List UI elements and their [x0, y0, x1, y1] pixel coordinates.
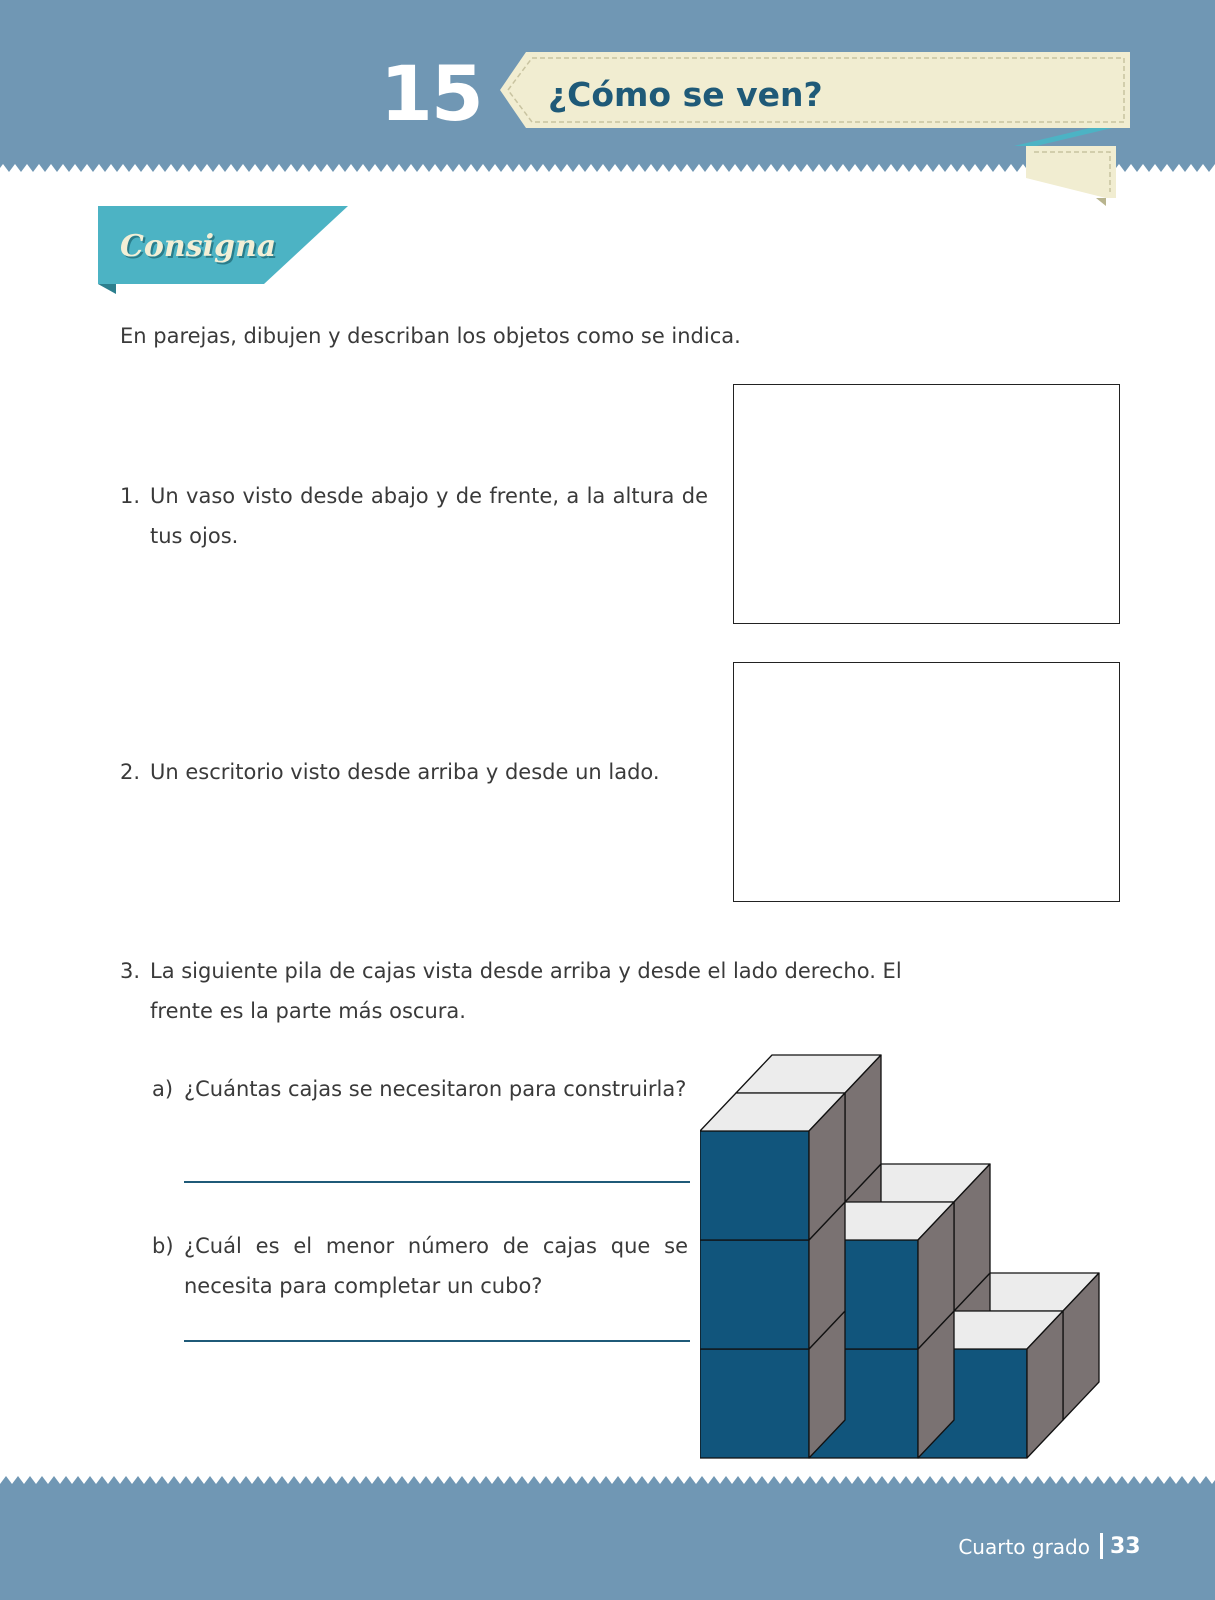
box-c0-l1-d0-front-face [700, 1240, 809, 1349]
subitem-a-letter: a) [152, 1077, 174, 1101]
subitem-a-text: ¿Cuántas cajas se necesitaron para construirla? [184, 1077, 687, 1101]
item-1-text: Un vaso visto desde abajo y de frente, a la altura de tus ojos. [150, 484, 708, 548]
item-2 [120, 752, 708, 792]
subitem-b [152, 1226, 688, 1306]
subitem-a [152, 1069, 688, 1109]
box-stack-illustration [700, 1040, 1140, 1460]
item-3-text: La siguiente pila de cajas vista desde arriba y desde el lado derecho. El frente es la parte más oscura. [150, 959, 902, 1023]
item-1-number: 1. [120, 484, 141, 508]
subitem-b-text: ¿Cuál es el menor número de cajas que se necesita para completar un cubo? [184, 1234, 688, 1298]
item-3-number: 3. [120, 959, 141, 983]
lesson-title: ¿Cómo se ven? [548, 75, 823, 114]
item-2-number: 2. [120, 760, 141, 784]
answer-line-a[interactable] [184, 1181, 690, 1183]
item-3 [120, 951, 920, 1031]
instructions-text: En parejas, dibujen y describan los objetos como se indica. [120, 324, 741, 348]
page-number: 33 [1110, 1534, 1141, 1559]
item-2-text: Un escritorio visto desde arriba y desde un lado. [150, 760, 660, 784]
box-c0-l2-d0-front-face [700, 1131, 809, 1240]
answer-line-b[interactable] [184, 1340, 690, 1342]
box-c0-l0-d0-front-face [700, 1349, 809, 1458]
lesson-number: 15 [380, 49, 482, 138]
drawing-box-2[interactable] [733, 662, 1120, 902]
drawing-box-1[interactable] [733, 384, 1120, 624]
footer-grade: Cuarto grado [958, 1535, 1090, 1559]
footer-separator [1100, 1533, 1103, 1559]
item-1 [120, 476, 708, 556]
subitem-b-letter: b) [152, 1234, 174, 1258]
consigna-label: Consigna [120, 229, 277, 264]
